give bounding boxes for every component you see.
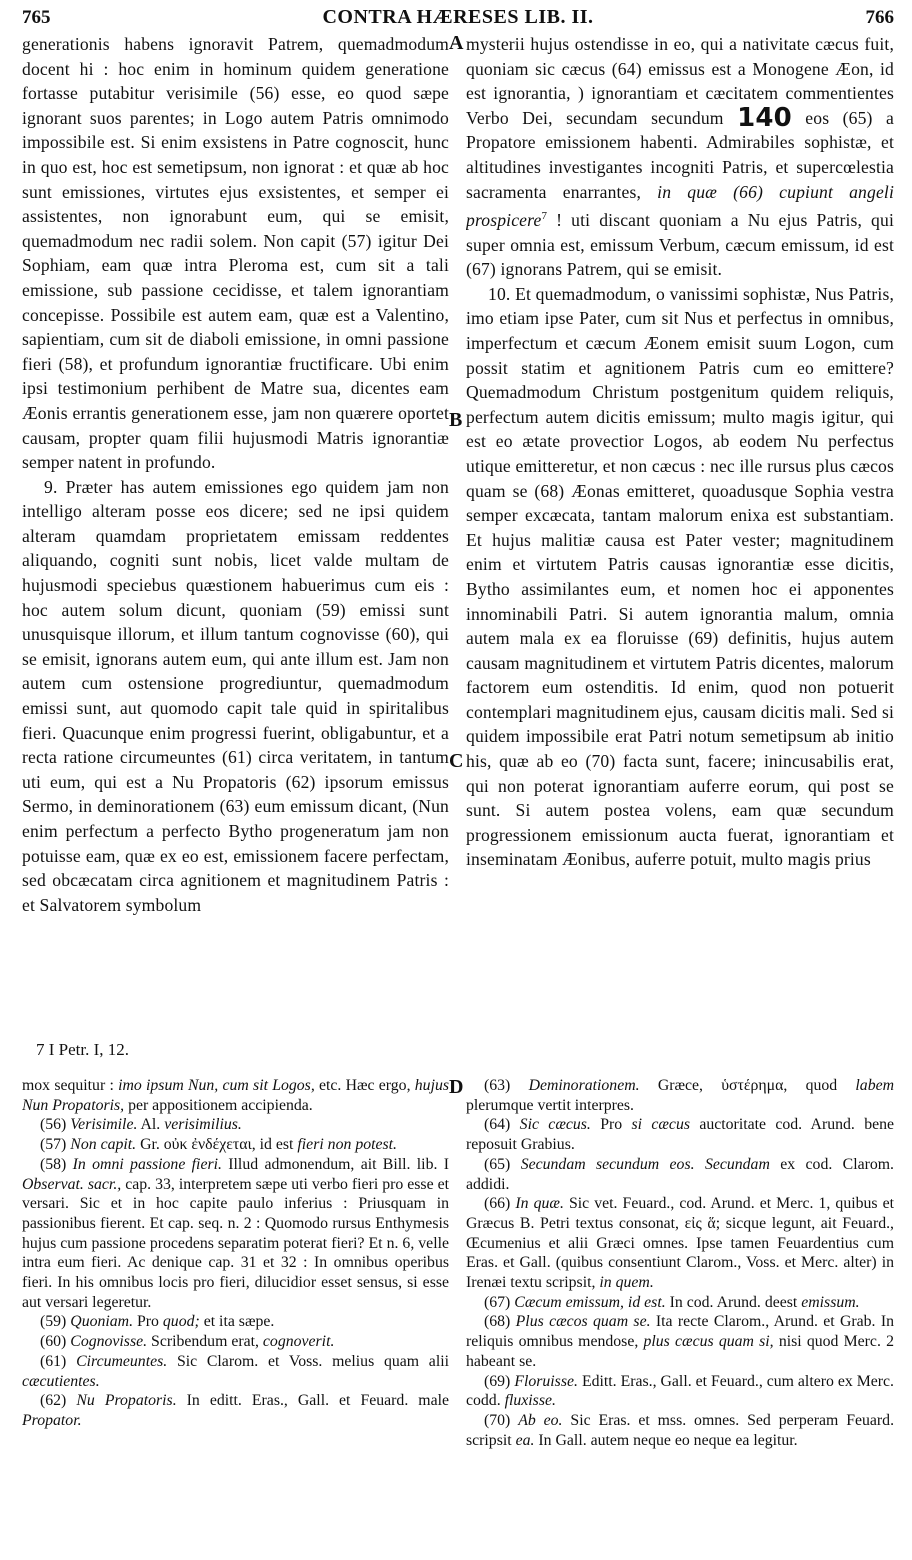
note-italic: labem: [855, 1077, 894, 1094]
footnote-mark: 7: [541, 210, 548, 223]
note-number: (58): [40, 1155, 67, 1173]
note-text: ex cod. Clarom. addidi.: [466, 1155, 894, 1193]
paragraph: 10. Et quemadmodum, o vanissimi sophistæ, Nus Patris, imo etiam ipse Pater, cum sit Nus et perfectus in omnibus, imperfectum et cæcum Æonem emisit suum Logon, cum possit statim et agnitionem Patris cum eo emittere? Quemadmodum Christum postgenitum quidem reliquis, perfectum autem dicitis emissum; multo magis igitur, qui est eo ætate provectior Logos, ab eodem Nu perfectus utique emitteretur, et non cæcus : nec ille rursus plus cæcos quam se (68) Æonas emitteret, quoadusque Sophia vestra semper excæcata, tantam malorum enixa est substantiam. Et hujus malitiæ causa est Pater vester; magnitudinem enim et virtutem Patris causas ignorantiæ esse dicitis, Bytho assimilantes eum, et nomen hoc ei apponentes innominabili Patri. Si autem ignorantia malum, omnia autem mala ex ea floruisse (69) definitis, hujus autem causam magnitudinem et virtutem Patris dicentes, malorum factorem eum ostenditis. Id enim, quod non potuerit contemplari magnitudinem ejus, causam dicitis mali. Sed si quidem impossibile erat Patri notum semetipsum ab initio his, quæ ab eo (70) facta sunt, facere; inincusabilis erat, qui non poterat ignorantiam auferre eorum, qui post se sunt. Si autem postea volens, eam quæ secundum progressionem emissionum aucta fuerat, ignorantiam et inseminatam Æonibus, auferre potuit, multo magis prius: [466, 283, 894, 870]
note-entry: [22, 1352, 449, 1391]
note-entry: [466, 1293, 894, 1313]
note-text: auctoritate cod. Arund. bene reposuit Grabius.: [466, 1116, 894, 1154]
note-lemma: Secundam secundum eos.: [520, 1155, 695, 1173]
margin-marker-d: D: [449, 1076, 464, 1098]
note-italic: verisimilius.: [164, 1116, 242, 1134]
note-number: (62): [40, 1392, 67, 1410]
note-lemma: Circumeuntes.: [76, 1352, 168, 1370]
note-number: (60): [40, 1333, 67, 1351]
note-lemma: In quæ.: [515, 1195, 564, 1213]
note-lemma: Cognovisse.: [70, 1333, 148, 1351]
note-italic: si cæcus: [631, 1116, 690, 1134]
paragraph: 9. Præter has autem emissiones ego quidem jam non intelligo alteram posse eos dicere; sed ne ipsi quidem alteram quamdam proprietatem emissam reddentes aliquando, cogniti sunt nobis, licet valde multam de hujusmodi speciebus quæstionem habuerimus cum eis : hoc autem solum dicunt, quoniam (59) emissi sunt unusquisque illorum, et illum tantum cognovisse (60), qui se emisit, ignorans autem eum, qui ante illum est. Jam non autem cum ostensione progrediuntur, quemadmodum emissi sunt, aut quomodo capit tale quid in spiritalibus fieri. Quacunque enim progressi fuerint, obligabuntur, et a recta ratione circumeuntes (61) circa veritatem, in tantum uti eum, qui est a Nu Propatoris (62) ipsorum emissus Sermo, in deminorationem (63) eum emissum dicant, (Nun enim perfectum a perfecto Bytho progeneratum jam non potuisse eam, quæ ex eo est, emissionem facere perfectam, sed obcæcatam circa agnitionem et magnitudinem Patris : et Salvatorem symbolum: [22, 476, 449, 915]
note-italic: Propator.: [22, 1411, 82, 1429]
left-page-number: 765: [22, 7, 51, 28]
note-text: Scribendum erat,: [151, 1333, 259, 1351]
note-italic: cæcutientes.: [22, 1372, 100, 1390]
note-lemma: Deminorationem.: [528, 1077, 640, 1094]
note-text: Sic Eras. et mss. omnes. Sed perperam Feuard. scripsit: [466, 1411, 894, 1449]
note-text: Pro: [600, 1116, 623, 1134]
note-italic: ea.: [515, 1431, 535, 1449]
note-italic: cognoverit.: [262, 1333, 335, 1351]
note-entry: [22, 1312, 449, 1332]
note-italic: plus cæcus quam si,: [643, 1333, 774, 1351]
note-entry: [466, 1076, 894, 1115]
note-lemma: Verisimile.: [70, 1116, 138, 1134]
text-run: mysterii hujus ostendisse in eo, qui a nativitate cæcus fuit, quoniam sic cæcus (64) emissus est a Monogene Æon, id est ignorantia, ) ignorantiam et cæcitatem commentientes Verbo Dei, secundam secundum: [466, 34, 894, 128]
note-text: Græce, ὑστέρημα, quod: [657, 1077, 838, 1094]
note-italic: Observat. sacr.,: [22, 1175, 122, 1193]
note-number: (61): [40, 1352, 67, 1370]
note-number: (64): [484, 1116, 511, 1134]
note-lemma: Ab eo.: [518, 1411, 563, 1429]
text-run: eos (65) a Propatore emissionem habenti. Admirabiles sophistæ, et altitudines investigantes incogniti Patris, et supercœlestia sacramenta enarrantes,: [466, 107, 894, 202]
note-text: In Gall. autem neque eo neque ea legitur.: [538, 1431, 798, 1449]
note-entry: [466, 1312, 894, 1371]
paragraph: [466, 32, 894, 282]
scripture-quotation: in quæ (66) cupiunt angeli prospicere: [466, 181, 894, 231]
note-entry: [466, 1411, 894, 1450]
note-entry: [466, 1194, 894, 1293]
note-italic: fieri non potest.: [297, 1136, 398, 1154]
note-text: Editt. Eras., Gall. et Feuard., cum altero ex Merc. codd.: [466, 1372, 894, 1410]
note-lemma: Floruisse.: [514, 1372, 578, 1390]
main-text-left-column: [22, 32, 449, 1034]
note-lemma: Non capit.: [70, 1136, 137, 1154]
note-text: Sic Clarom. et Voss. melius quam alii: [176, 1352, 449, 1370]
note-entry: [466, 1115, 894, 1154]
right-page-number: 766: [865, 7, 894, 28]
note-entry: [22, 1155, 449, 1313]
note-entry: [22, 1391, 449, 1430]
note-number: (68): [484, 1313, 511, 1331]
note-lemma: Nu Propatoris.: [76, 1392, 177, 1410]
note-italic: emissum.: [801, 1293, 860, 1311]
main-text-right-column: [466, 32, 894, 1034]
running-header: [22, 6, 894, 32]
note-entry: [22, 1115, 449, 1135]
margin-marker-c: C: [449, 750, 464, 772]
notes-right-column: [466, 1076, 894, 1554]
note-italic: imo ipsum Nun, cum sit Logos,: [118, 1077, 315, 1094]
notes-left-column: [22, 1076, 449, 1554]
note-number: (69): [484, 1372, 511, 1390]
note-text: Illud admonendum, ait Bill. lib. I: [228, 1155, 449, 1173]
note-entry: [22, 1332, 449, 1352]
note-text: et ita sæpe.: [203, 1313, 275, 1331]
running-title: CONTRA HÆRESES LIB. II.: [322, 6, 594, 28]
note-text: In editt. Eras., Gall. et Feuard. male: [186, 1392, 449, 1410]
note-entry: [22, 1076, 449, 1115]
note-number: (56): [40, 1116, 67, 1134]
note-text: Gr. οὐκ ἐνδέχεται, id est: [140, 1136, 294, 1154]
note-entry: [466, 1372, 894, 1411]
paragraph: generationis habens ignoravit Patrem, quemadmodum docent hi : hoc enim in hominum quidem generatione fortasse putabitur verisimile (56) esse, eo quod sæpe ignorant suos parentes; in Logo autem Patris omnimodo impossibile est. Si enim exsistens in Patre cognoscit, hunc in quo est, hoc est semetipsum, non ignorat : et quæ ab hoc sunt emissiones, virtutes ejus exsistentes, et semper ei assistentes, non ignorabunt eum, qui se emisit, quemadmodum nec radii solem. Non capit (57) igitur Dei Sophiam, eam quæ intra Pleroma est, cum sit a tali emissione, sub passione cecidisse, et talem ignorantiam concepisse. Possibile est autem eam, quæ est a Valentino, sapientiam, cum sit de diaboli emissione, in omni passione fieri (58), et profundum ignorantiæ fructificare. Ubi enim ipsi testimonium perhibent de Matre sua, dicentes eam Æonis errantis generationem esse, jam non quærere oportet causam, propter quam filii hujusmodi Matris ignorantiæ semper natent in profundo.: [22, 34, 449, 473]
note-lemma: Quoniam.: [70, 1313, 134, 1331]
note-text: Al.: [140, 1116, 161, 1134]
note-text: etc. Hæc ergo,: [319, 1077, 411, 1094]
note-text: Sic vet. Feuard., cod. Arund. et Merc. 1, quibus et Græcus B. Petri textus consonat, εἰς ἅ; sicque legunt, ait Feuard., Œcumenius et alii Græci omnes. Ipse tamen Feuardentius cum Eras. et Gall. (quibus consentiunt Clarom., Voss. et Merc. alter) in Irenæi textu scripsit,: [466, 1195, 894, 1292]
note-entry: [22, 1135, 449, 1155]
note-text: per appositionem accipienda.: [128, 1096, 313, 1114]
note-lemma: Sic cæcus.: [519, 1116, 591, 1134]
note-lemma: In omni passione fieri.: [72, 1155, 222, 1173]
note-italic: quod;: [162, 1313, 200, 1331]
text-run: ! uti discant quoniam a Nu ejus Patris, qui super omnia est, emissum Verbum, cæcum emissum, id est (67) ignorans Patrem, qui se emisit.: [466, 210, 894, 280]
note-text: mox sequitur :: [22, 1077, 114, 1094]
note-number: (65): [484, 1155, 511, 1173]
note-lemma: Plus cæcos quam se.: [515, 1313, 651, 1331]
note-number: (67): [484, 1293, 511, 1311]
note-text: nisi quod Merc. 2 habeant se.: [466, 1333, 894, 1370]
note-number: (63): [484, 1077, 511, 1094]
note-number: (57): [40, 1136, 67, 1154]
note-lemma: Cæcum emissum, id est.: [514, 1293, 666, 1311]
note-number: (70): [484, 1411, 511, 1429]
note-text: In cod. Arund. deest: [669, 1293, 798, 1311]
note-text: Ita recte Clarom., Arund. et Grab. In reliquis omnibus mendose,: [466, 1313, 894, 1351]
margin-marker-b: B: [449, 409, 463, 431]
margin-marker-a: A: [449, 32, 464, 54]
edition-page-number: 140: [737, 102, 792, 133]
note-text: cap. 33, interpretem sæpe uti verbo fieri pro esse et versari. Sic et in hoc capite paulo inferius : Priusquam in passionibus fierent. Et cap. seq. n. 2 : Quomodo rursus Enthymesis hujus cum passione procedens separatim poterat fieri? Et n. 6, velle intra eum fieri. Ac denique cap. 31 et 32 : In omnibus operibus fieri. In his omnibus locis pro fieri, dilucidior esset sensus, si esse aut versari legeretur.: [22, 1175, 449, 1311]
footnote-reference: 7 I Petr. I, 12.: [36, 1040, 130, 1059]
note-text: plerumque vertit interpres.: [466, 1096, 635, 1114]
note-number: (66): [484, 1195, 511, 1213]
note-number: (59): [40, 1313, 67, 1331]
note-italic: in quem.: [599, 1274, 654, 1292]
note-italic: Secundam: [704, 1155, 770, 1173]
note-text: Pro: [136, 1313, 159, 1331]
note-italic: fluxisse.: [504, 1392, 556, 1410]
note-entry: [466, 1155, 894, 1194]
note-italic: hujus Nun Propatoris,: [22, 1077, 449, 1114]
